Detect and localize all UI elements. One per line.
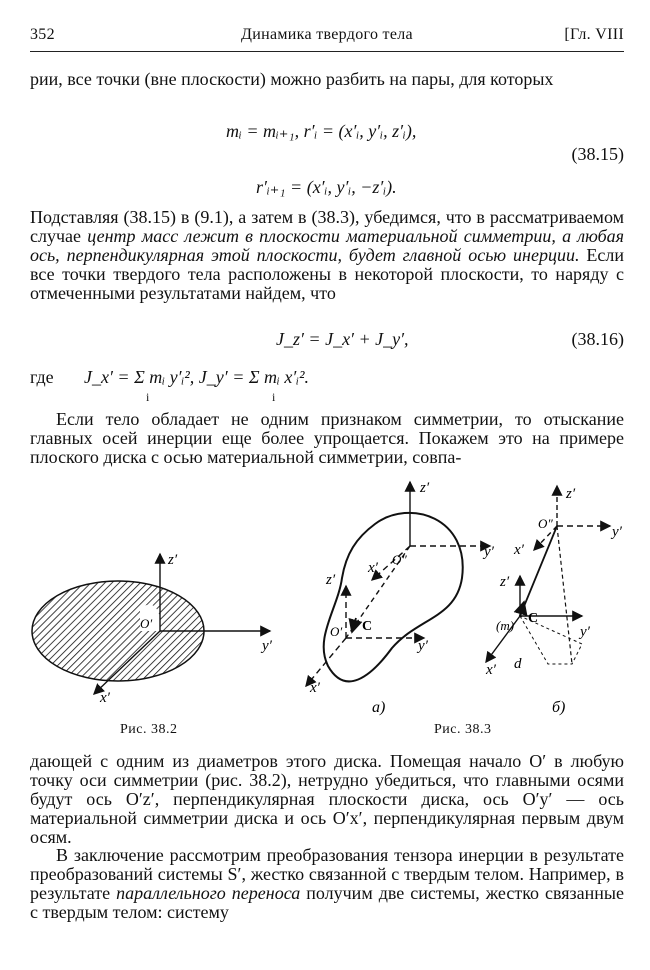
label-y-2: y′: [262, 638, 272, 654]
label-y-3b: y′: [612, 524, 622, 540]
vector-o-m: [520, 526, 557, 616]
page-number: 352: [30, 26, 55, 43]
figure-38-2: [32, 552, 273, 706]
label-x2-3b: x′: [486, 662, 496, 678]
label-x-3b: x′: [514, 542, 524, 558]
paragraph-2-text-b: Если все точки твердого тела расположены в некоторой плоскости, то наряду с отмеченными результатами найдем, что: [30, 245, 624, 303]
body-outline: [324, 513, 463, 682]
paragraph-5-text-b: получим две системы, жестко связанные с твердым телом: систему: [30, 883, 624, 922]
label-z-3a: z′: [420, 480, 430, 496]
vector-c-3a: [352, 618, 356, 632]
paragraph-2-text-a: Подставляя (38.15) в (9.1), а затем в (38.3), убедимся, что в рассматриваемом случае: [30, 207, 624, 246]
vertical-drop: [557, 526, 572, 664]
label-m-3b: (m): [496, 618, 515, 633]
equation-38-15-number: (38.15): [571, 144, 624, 164]
running-title: Динамика твердого тела: [241, 26, 413, 43]
equation-38-15-line-1: mᵢ = mᵢ₊₁, r′ᵢ = (x′ᵢ, y′ᵢ, z′ᵢ),: [226, 121, 417, 141]
where-word: где: [30, 367, 54, 387]
label-o2-3a: O″: [392, 552, 407, 567]
paragraph-5-text-a: В заключение рассмотрим преобразования тензора инерции в результате преобразований системы S′, жестко связанной с твердым телом. Например, в результате: [30, 845, 624, 903]
paragraph-1: рии, все точки (вне плоскости) можно разбить на пары, для которых: [30, 69, 554, 89]
equation-38-16-number: (38.16): [571, 329, 624, 349]
figure-38-3-a: [306, 480, 495, 716]
label-z2-3a: z′: [326, 572, 336, 588]
paragraph-3: Если тело обладает не одним признаком симметрии, то отыскание главных осей инерции еще более упрощается. Покажем это на примере плоского диска с осью материальной симметрии, совпа-: [30, 409, 624, 467]
label-y2-3a: y′: [418, 638, 428, 654]
figure-38-3-b: [485, 486, 623, 716]
label-y2-3b: y′: [580, 624, 590, 640]
chapter-label: [Гл. VIII: [564, 26, 624, 43]
sum-index-2: i: [272, 390, 276, 404]
label-y-3a: y′: [484, 544, 494, 560]
label-x-3a: x′: [368, 560, 378, 576]
label-z-3b: z′: [566, 486, 576, 502]
label-x-2: x′: [100, 690, 110, 706]
label-o1-3a: O′: [330, 624, 343, 639]
label-c-3b: C: [528, 611, 539, 626]
label-c-3a: C: [362, 619, 373, 634]
paragraph-2: [30, 208, 624, 303]
label-z-2: z′: [168, 552, 178, 568]
running-header: [30, 26, 624, 54]
paragraph-4: дающей с одним из диаметров этого диска. Помещая начало O′ в любую точку оси симметрии (рис. 38.2), нетрудно убедиться, что главными осями будут ось O′z′, перпендикулярная плоскости диска, ось O′y′ — ось материальной симметрии диска и ось O′x′, перпендикулярная первым двум осям.: [30, 751, 624, 847]
label-z2-3b: z′: [500, 574, 510, 590]
caption-38-3: Рис. 38.3: [434, 722, 492, 737]
caption-38-2: Рис. 38.2: [120, 722, 178, 737]
tag-b: б): [552, 699, 566, 716]
equation-38-16: J_z′ = J_x′ + J_y′,: [276, 329, 409, 349]
paragraph-5: [30, 846, 624, 922]
header-rule: [30, 51, 624, 52]
sum-index-1: i: [146, 390, 150, 404]
moments-formula: J_x′ = Σ mᵢ y′ᵢ², J_y′ = Σ mᵢ x′ᵢ².: [84, 367, 310, 387]
tag-a: а): [372, 699, 386, 716]
label-o-2: O′: [140, 616, 153, 631]
label-d-3b: d: [514, 656, 522, 672]
label-o2-3b: O″: [538, 516, 553, 531]
label-x2-3a: x′: [310, 680, 320, 696]
paragraph-5-emphasis: параллельного переноса: [116, 883, 301, 903]
equation-38-15-line-2: r′ᵢ₊₁ = (x′ᵢ, y′ᵢ, −z′ᵢ).: [256, 177, 397, 197]
paragraph-2-emphasis: центр масс лежит в плоскости материальной симметрии, а любая ось, перпендикулярная этой плоскости, будет главной осью инерции.: [30, 226, 624, 265]
figures-area: [0, 468, 650, 748]
